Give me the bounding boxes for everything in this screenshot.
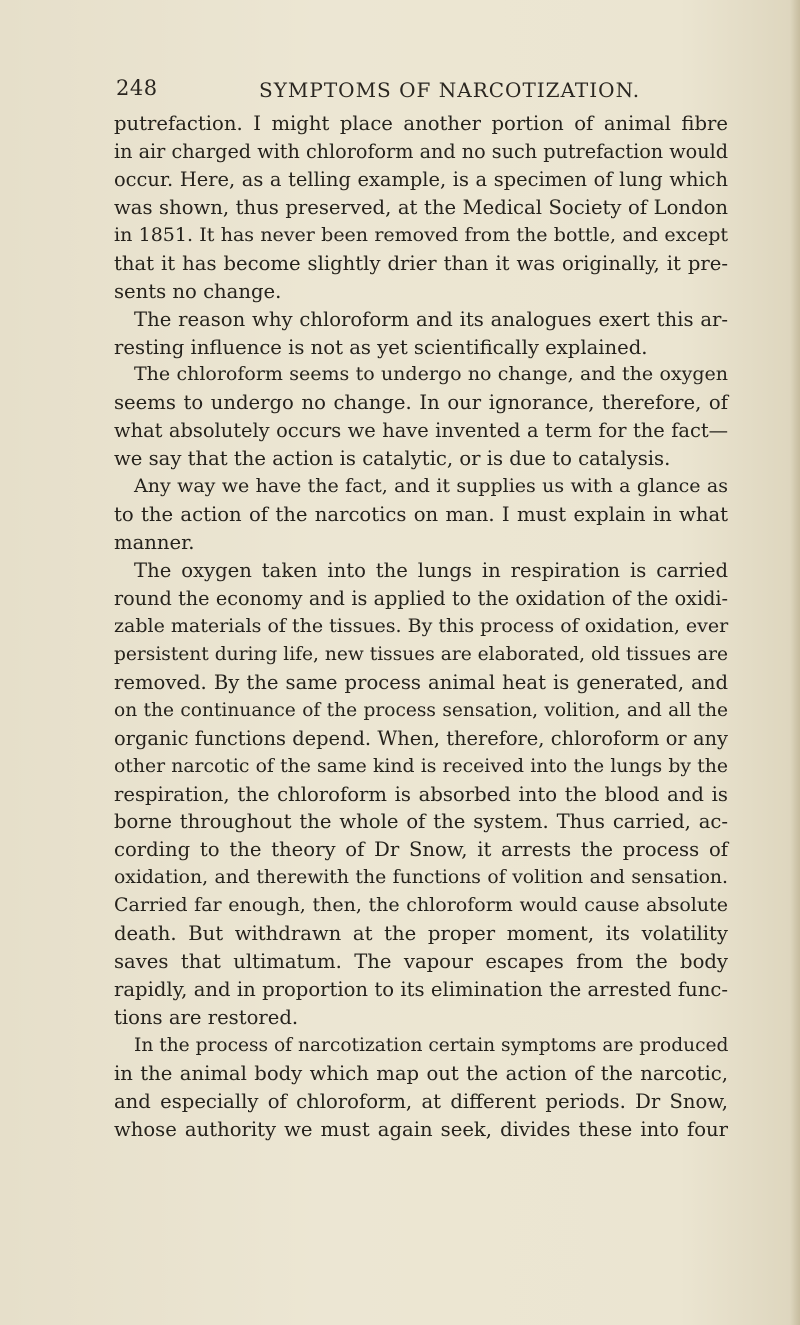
text-line: saves that ultimatum. The vapour escapes from the body xyxy=(114,950,728,974)
text-line: zable materials of the tissues. By this process of oxidation, ever xyxy=(114,614,729,637)
text-line: respiration, the chloroform is absorbed into the blood and is xyxy=(114,782,728,806)
text-line: The oxygen taken into the lungs in respiration is carried xyxy=(134,559,728,582)
text-line: whose authority we must again seek, divides these into four xyxy=(114,1117,728,1141)
running-title: SYMPTOMS OF NARCOTIZATION. xyxy=(259,78,641,102)
text-line: manner. xyxy=(114,531,195,555)
text-line: and especially of chloroform, at different periods. Dr Snow, xyxy=(114,1089,728,1113)
text-line: occur. Here, as a telling example, is a specimen of lung which xyxy=(114,167,728,191)
text-line: on the continuance of the process sensation, volition, and all the xyxy=(114,699,728,721)
text-line: persistent during life, new tissues are elaborated, old tissues are xyxy=(114,643,728,665)
text-line: death. But withdrawn at the proper moment, its volatility xyxy=(114,922,728,946)
page-header xyxy=(116,76,676,110)
body-text xyxy=(114,110,728,1144)
text-line: The reason why chloroform and its analogues exert this ar- xyxy=(134,307,728,331)
text-line: oxidation, and therewith the functions of volition and sensation. xyxy=(114,867,728,889)
text-line: removed. By the same process animal heat is generated, and xyxy=(114,670,728,694)
text-line: borne throughout the whole of the system. Thus carried, ac- xyxy=(114,810,728,834)
text-line: cording to the theory of Dr Snow, it arrests the process of xyxy=(114,838,728,862)
text-line: to the action of the narcotics on man. I must explain in what xyxy=(114,503,728,527)
text-line: in air charged with chloroform and no such putrefaction would xyxy=(114,139,728,163)
text-line: other narcotic of the same kind is received into the lungs by the xyxy=(114,755,728,777)
text-line: putrefaction. I might place another portion of animal fibre xyxy=(114,112,728,135)
text-line: organic functions depend. When, therefore, chloroform or any xyxy=(114,726,728,750)
text-line: in the animal body which map out the action of the narcotic, xyxy=(114,1061,728,1085)
text-line: rapidly, and in proportion to its elimination the arrested func- xyxy=(114,978,728,1002)
text-line: seems to undergo no change. In our ignorance, therefore, of xyxy=(114,391,728,415)
text-line: that it has become slightly drier than it was originally, it pre- xyxy=(114,251,728,275)
text-line: round the economy and is applied to the oxidation of the oxidi- xyxy=(114,586,728,610)
text-line: Carried far enough, then, the chloroform would cause absolute xyxy=(114,894,728,917)
page-number: 248 xyxy=(116,76,158,100)
text-line: sents no change. xyxy=(114,279,282,303)
text-line: we say that the action is catalytic, or is due to catalysis. xyxy=(114,447,671,471)
text-line: what absolutely occurs we have invented a term for the fact— xyxy=(114,419,728,443)
text-line: in 1851. It has never been removed from the bottle, and except xyxy=(114,223,728,246)
text-line: resting influence is not as yet scientifically explained. xyxy=(114,335,648,359)
text-line: In the process of narcotization certain symptoms are produced xyxy=(134,1034,729,1056)
text-line: tions are restored. xyxy=(114,1006,299,1029)
text-line: The chloroform seems to undergo no change, and the oxygen xyxy=(134,363,728,386)
text-line: was shown, thus preserved, at the Medical Society of London xyxy=(114,195,728,219)
text-line: Any way we have the fact, and it supplies us with a glance as xyxy=(134,475,728,498)
